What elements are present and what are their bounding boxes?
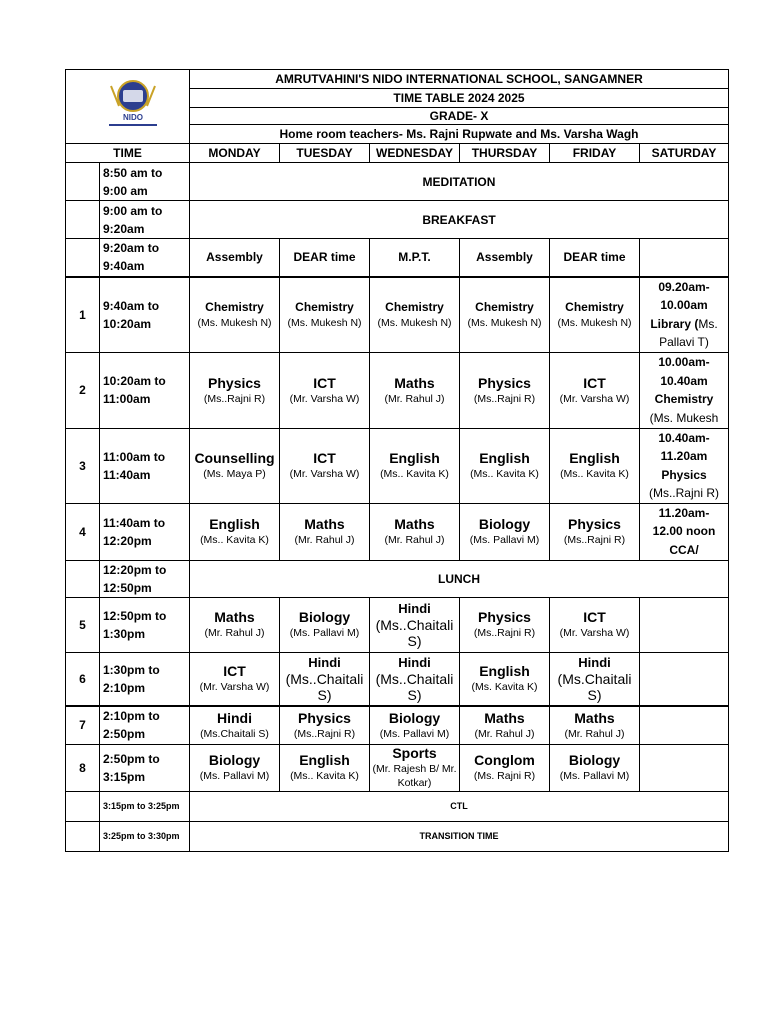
assembly-thursday: Assembly: [460, 239, 550, 277]
sat-line: 09.20am-: [658, 279, 710, 294]
sat-line: 11.20am: [660, 449, 708, 463]
period-cell: [190, 706, 280, 744]
period-cell: [280, 503, 370, 560]
period-cell: [190, 428, 280, 503]
header-thursday: THURSDAY: [460, 144, 550, 163]
saturday-empty: [640, 706, 729, 744]
school-name: AMRUTVAHINI'S NIDO INTERNATIONAL SCHOOL, SANGAMNER: [190, 70, 729, 89]
subject: Chemistry: [475, 300, 534, 314]
teacher: (Ms..Chaitali S): [375, 671, 454, 704]
teacher: (Ms.. Kavita K): [380, 468, 449, 480]
sat-line: Chemistry: [654, 392, 714, 406]
teacher: (Mr. Varsha W): [559, 627, 630, 639]
period-number: 7: [66, 706, 100, 744]
period-cell: [460, 428, 550, 503]
subject: Hindi: [398, 655, 431, 671]
subject: Physics: [478, 609, 531, 625]
teacher: (Ms. Pallavi M): [559, 770, 630, 782]
period-cell: [280, 652, 370, 706]
saturday-empty: [640, 652, 729, 706]
time-meditation: 8:50 am to 9:00 am: [100, 163, 190, 201]
assembly-wednesday: M.P.T.: [370, 239, 460, 277]
empty-num-cell: [66, 821, 100, 851]
time-breakfast: 9:00 am to 9:20am: [100, 201, 190, 239]
teacher: (Mr. Rahul J): [204, 627, 265, 639]
saturday-slot-2: [640, 352, 729, 428]
period-cell: [460, 352, 550, 428]
meditation-label: MEDITATION: [190, 163, 729, 201]
period-cell: [190, 277, 280, 353]
home-room-teachers: Home room teachers- Ms. Rajni Rupwate and Ms. Varsha Wagh: [190, 125, 729, 144]
empty-num-cell: [66, 791, 100, 821]
period-number: 6: [66, 652, 100, 706]
teacher: (Ms.. Kavita K): [560, 468, 629, 480]
period-cell: [280, 744, 370, 791]
subject: Counselling: [194, 450, 275, 466]
teacher: (Ms.. Kavita K): [290, 770, 359, 782]
teacher: (Mr. Varsha W): [289, 392, 360, 405]
period-cell: [280, 352, 370, 428]
lunch-label: LUNCH: [190, 560, 729, 597]
time-transition: 3:25pm to 3:30pm: [100, 821, 190, 851]
period-number: 5: [66, 597, 100, 652]
period-cell: [190, 352, 280, 428]
period-cell: [280, 706, 370, 744]
sat-line: 10.40am: [660, 373, 708, 388]
teacher: (Ms..Rajni R): [473, 392, 536, 405]
subject: Physics: [298, 709, 351, 726]
period-cell: [370, 428, 460, 503]
subject: Physics: [568, 516, 621, 532]
subject: Biology: [298, 609, 351, 625]
period-cell: [550, 744, 640, 791]
subject: ICT: [313, 450, 336, 466]
subject: Maths: [394, 374, 435, 391]
teacher: (Mr. Varsha W): [199, 681, 270, 694]
period-cell: [190, 652, 280, 706]
teacher: (Ms..Rajni R): [473, 627, 536, 639]
subject: ICT: [583, 609, 606, 625]
ctl-label: CTL: [190, 791, 729, 821]
period-number: 8: [66, 744, 100, 791]
sat-line: 12.00 noon: [652, 524, 716, 539]
empty-num-cell: [66, 560, 100, 597]
subject: Sports: [392, 745, 437, 761]
teacher: (Ms. Mukesh N): [377, 317, 452, 329]
subject: Maths: [574, 709, 615, 726]
teacher: (Mr. Varsha W): [289, 468, 360, 480]
period-cell: [280, 277, 370, 353]
time-assembly: 9:20am to 9:40am: [100, 239, 190, 277]
sat-line: (Ms..Rajni R): [648, 486, 719, 500]
time-ctl: 3:15pm to 3:25pm: [100, 791, 190, 821]
period-number: 1: [66, 277, 100, 353]
sat-line: 11.20am-: [658, 505, 710, 520]
sat-line: Pallavi T): [659, 335, 709, 349]
period-number: 2: [66, 352, 100, 428]
teacher: (Mr. Rahul J): [294, 534, 355, 546]
period-cell: [280, 428, 370, 503]
teacher: (Ms. Pallavi M): [289, 627, 360, 639]
breakfast-label: BREAKFAST: [190, 201, 729, 239]
subject: Chemistry: [385, 300, 444, 314]
grade-label: GRADE- X: [190, 108, 729, 125]
teacher: (Ms.. Kavita K): [200, 534, 269, 546]
subject: Hindi: [308, 655, 341, 671]
subject: Chemistry: [205, 300, 264, 314]
time-lunch: 12:20pm to 12:50pm: [100, 560, 190, 597]
teacher: (Ms..Rajni R): [293, 727, 356, 740]
header-saturday: SATURDAY: [640, 144, 729, 163]
period-time: 11:00am to 11:40am: [100, 428, 190, 503]
teacher: (Ms. Mukesh N): [287, 317, 362, 329]
teacher: (Ms..Rajni R): [563, 534, 626, 546]
sat-line: (Ms. Mukesh: [649, 410, 719, 425]
teacher: (Mr. Rajesh B/ Mr. Kotkar): [372, 763, 457, 789]
subject: English: [479, 450, 530, 466]
empty-num-cell: [66, 201, 100, 239]
period-cell: [550, 277, 640, 353]
period-time: 11:40am to 12:20pm: [100, 503, 190, 560]
assembly-monday: Assembly: [190, 239, 280, 277]
sat-line: CCA/: [669, 542, 699, 557]
subject: Physics: [208, 374, 261, 391]
logo-cell: [66, 70, 190, 144]
period-time: 9:40am to 10:20am: [100, 277, 190, 353]
period-cell: [190, 503, 280, 560]
teacher: (Mr. Rahul J): [564, 727, 625, 740]
period-cell: [460, 706, 550, 744]
subject: Maths: [304, 516, 345, 532]
sat-line: Ms.: [698, 316, 718, 331]
sat-line: Physics: [661, 467, 707, 482]
logo-text: NIDO: [123, 113, 143, 122]
teacher: (Ms.Chaitali S): [200, 727, 269, 740]
sat-line: 10.40am-: [658, 430, 710, 445]
period-cell: [460, 277, 550, 353]
subject: ICT: [313, 374, 336, 391]
subject: ICT: [223, 663, 246, 680]
assembly-saturday: [640, 239, 729, 277]
teacher: (Ms..Chaitali S): [375, 617, 454, 649]
period-cell: [550, 597, 640, 652]
teacher: (Ms. Kavita K): [471, 681, 538, 694]
period-cell: [550, 706, 640, 744]
subject: Maths: [214, 609, 255, 625]
teacher: (Mr. Varsha W): [559, 392, 630, 405]
transition-label: TRANSITION TIME: [190, 821, 729, 851]
period-cell: [550, 652, 640, 706]
period-cell: [190, 744, 280, 791]
period-cell: [460, 744, 550, 791]
period-cell: [370, 706, 460, 744]
teacher: (Ms. Mukesh N): [467, 317, 542, 329]
subject: English: [569, 450, 620, 466]
subject: English: [209, 516, 260, 532]
period-cell: [370, 744, 460, 791]
subject: Conglom: [474, 752, 535, 768]
subject: English: [479, 663, 530, 680]
period-cell: [550, 503, 640, 560]
period-cell: [370, 652, 460, 706]
sat-line: 10.00am: [660, 298, 708, 312]
subject: ICT: [583, 374, 606, 391]
teacher: (Ms.. Kavita K): [470, 468, 539, 480]
teacher: (Mr. Rahul J): [384, 534, 445, 546]
period-cell: [460, 597, 550, 652]
subject: English: [299, 752, 350, 768]
header-friday: FRIDAY: [550, 144, 640, 163]
teacher: (Ms..Rajni R): [203, 392, 266, 405]
teacher: (Ms. Mukesh N): [197, 317, 272, 329]
period-cell: [550, 428, 640, 503]
teacher: (Ms. Mukesh N): [557, 317, 632, 329]
subject: English: [389, 450, 440, 466]
saturday-empty: [640, 597, 729, 652]
teacher: (Ms..Chaitali S): [285, 671, 364, 704]
teacher: (Ms.Chaitali S): [557, 671, 632, 704]
subject: Maths: [484, 709, 525, 726]
period-cell: [280, 597, 370, 652]
period-cell: [550, 352, 640, 428]
subject: Maths: [394, 516, 435, 532]
header-monday: MONDAY: [190, 144, 280, 163]
subject: Hindi: [578, 655, 611, 671]
teacher: (Mr. Rahul J): [474, 727, 535, 740]
period-number: 4: [66, 503, 100, 560]
assembly-friday: DEAR time: [550, 239, 640, 277]
period-time: 2:10pm to 2:50pm: [100, 706, 190, 744]
period-cell: [370, 352, 460, 428]
teacher: (Ms. Pallavi M): [199, 770, 270, 782]
sat-line: 10.00am-: [658, 355, 710, 369]
timetable: [65, 69, 729, 852]
period-cell: [190, 597, 280, 652]
header-time: TIME: [66, 144, 190, 163]
header-tuesday: TUESDAY: [280, 144, 370, 163]
sat-line: Library (: [650, 316, 699, 331]
subject: Biology: [388, 709, 441, 726]
subject: Physics: [478, 374, 531, 391]
period-time: 2:50pm to 3:15pm: [100, 744, 190, 791]
saturday-empty: [640, 744, 729, 791]
saturday-slot-4: [640, 503, 729, 560]
teacher: (Ms. Maya P): [203, 468, 266, 480]
period-cell: [370, 503, 460, 560]
timetable-title: TIME TABLE 2024 2025: [190, 89, 729, 108]
subject: Chemistry: [295, 300, 354, 314]
assembly-tuesday: DEAR time: [280, 239, 370, 277]
period-cell: [370, 597, 460, 652]
subject: Hindi: [217, 709, 252, 726]
subject: Biology: [478, 516, 531, 532]
subject: Hindi: [398, 601, 431, 616]
period-cell: [370, 277, 460, 353]
subject: Biology: [568, 752, 621, 768]
teacher: (Ms. Pallavi M): [379, 727, 450, 740]
period-cell: [460, 503, 550, 560]
subject: Chemistry: [565, 300, 624, 314]
period-number: 3: [66, 428, 100, 503]
saturday-slot-3: [640, 428, 729, 503]
empty-num-cell: [66, 239, 100, 277]
subject: Biology: [208, 752, 261, 768]
teacher: (Ms. Rajni R): [473, 770, 536, 782]
teacher: (Mr. Rahul J): [384, 392, 445, 405]
period-time: 10:20am to 11:00am: [100, 352, 190, 428]
period-time: 12:50pm to 1:30pm: [100, 597, 190, 652]
teacher: (Ms. Pallavi M): [469, 534, 540, 546]
period-time: 1:30pm to 2:10pm: [100, 652, 190, 706]
period-cell: [460, 652, 550, 706]
saturday-slot-1: [640, 277, 729, 353]
empty-num-cell: [66, 163, 100, 201]
header-wednesday: WEDNESDAY: [370, 144, 460, 163]
